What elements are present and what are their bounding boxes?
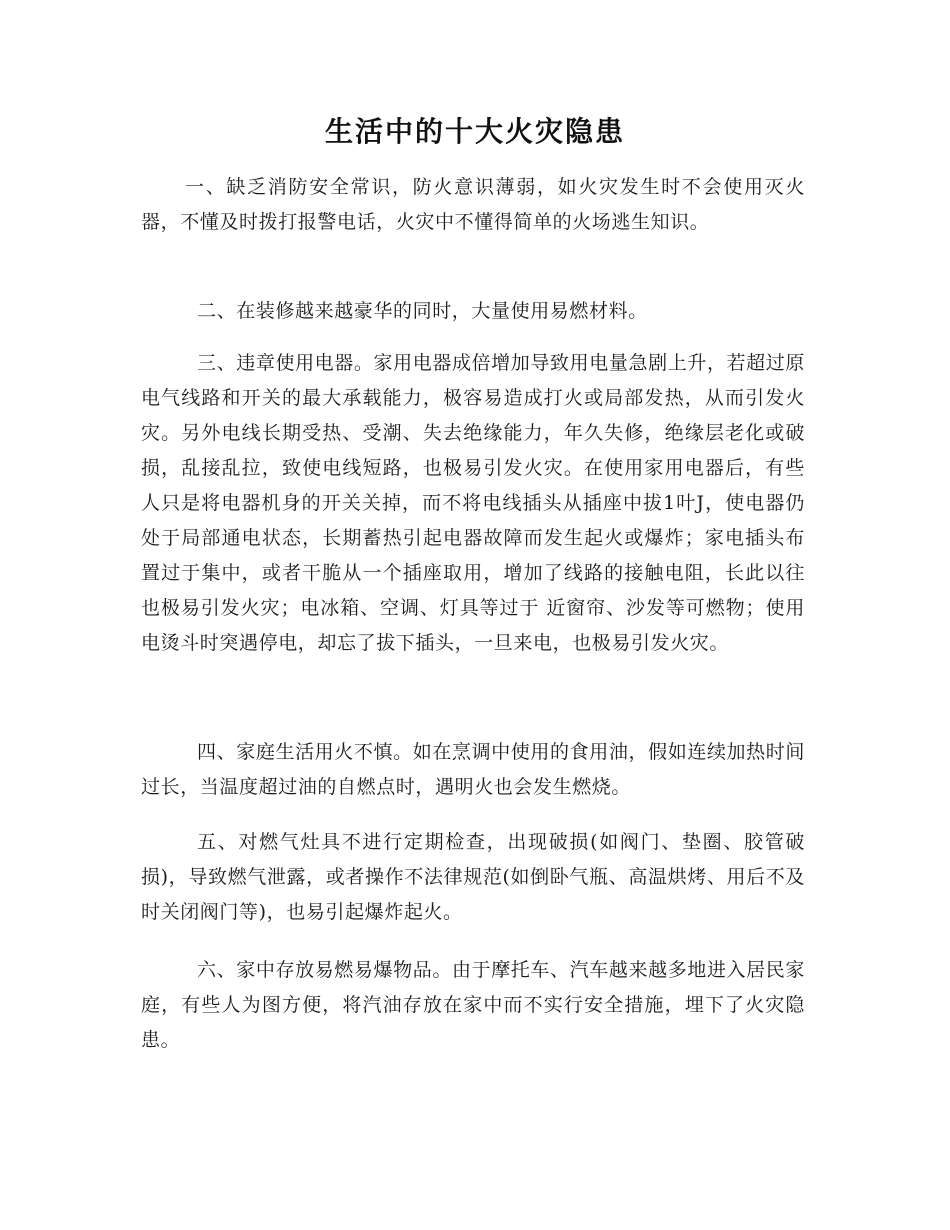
paragraph-6: 六、家中存放易燃易爆物品。由于摩托车、汽车越来越多地进入居民家庭，有些人为图方便，将汽油存放在家中而不实行安全措施，埋下了火灾隐患。: [141, 959, 805, 1051]
paragraph-2: 二、在装修越来越豪华的同时，大量使用易燃材料。: [197, 300, 648, 322]
paragraph-3: 三、违章使用电器。家用电器成倍增加导致用电量急剧上升，若超过原电气线路和开关的最大承载能力，极容易造成打火或局部发热，从而引发火灾。另外电线长期受热、受潮、失去绝缘能力，年久失修，绝缘层老化或破损，乱接乱拉，致使电线短路，也极易引发火灾。在使用家用电器后，有些人只是将电器机身的开关关掉，而不将电线插头从插座中拔1叶J，使电器仍处于局部通电状态，长期蓄热引起电器故障而发生起火或爆炸；家电插头布置过于集中，或者干脆从一个插座取用，增加了线路的接触电阻，长此以往也极易引发火灾；电冰箱、空调、灯具等过于 近窗帘、沙发等可燃物；使用电烫斗时突遇停电，却忘了拔下插头，一旦来电，也极易引发火灾。: [141, 352, 805, 654]
paragraph-1: 一、缺乏消防安全常识，防火意识薄弱，如火灾发生时不会使用灭火器，不懂及时拨打报警电话，火灾中不懂得简单的火场逃生知识。: [141, 176, 805, 233]
document-title: 生活中的十大火灾隐患: [324, 115, 625, 148]
paragraph-4: 四、家庭生活用火不慎。如在烹调中使用的食用油，假如连续加热时间过长，当温度超过油的自燃点时，遇明火也会发生燃烧。: [141, 741, 805, 798]
paragraph-5: 五、对燃气灶具不进行定期检查，出现破损(如阀门、垫圈、胶管破损)，导致燃气泄露，或者操作不法律规范(如倒卧气瓶、高温烘烤、用后不及时关闭阀门等)，也易引起爆炸起火。: [141, 831, 805, 923]
